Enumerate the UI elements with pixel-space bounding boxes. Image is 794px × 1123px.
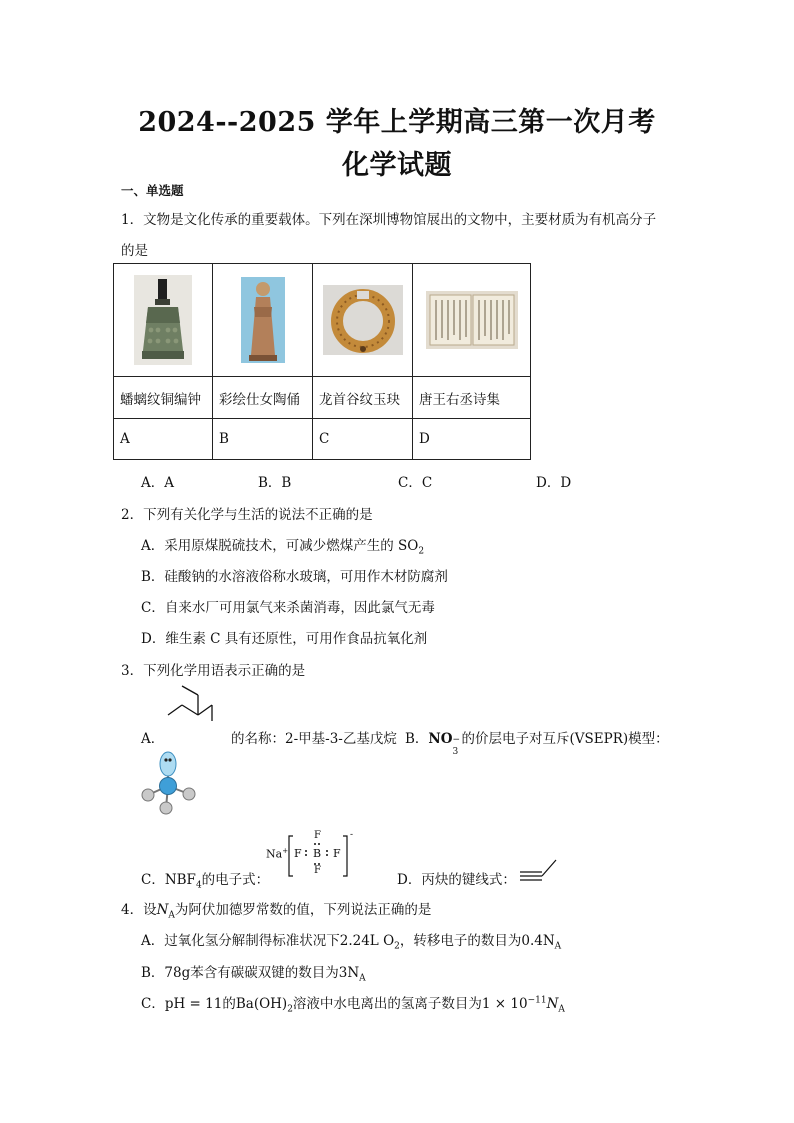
artifact-name-b: 彩绘仕女陶俑 (213, 377, 313, 419)
q1-option-a: A．A (141, 475, 174, 491)
q1-stem-line1: 1．文物是文化传承的重要载体。下列在深圳博物馆展出的文物中，主要材质为有机高分子 (121, 212, 657, 228)
poetry-book-image (426, 291, 518, 349)
artifact-label-b: B (213, 419, 313, 460)
q1-option-d: D．D (536, 475, 572, 491)
artifact-label-c: C (313, 419, 413, 460)
q3-option-b: B．NO − 3 的价层电子对互斥(VSEPR)模型： (405, 731, 669, 757)
q2-option-c: C．自来水厂可用氯气来杀菌消毒，因此氯气无毒 (141, 600, 435, 616)
page-title-line1: 2024--2025 学年上学期高三第一次月考 (138, 107, 656, 138)
page-title-line2: 化学试题 (342, 150, 452, 181)
q1-option-c: C．C (398, 475, 433, 491)
pottery-figurine-image (241, 277, 285, 363)
q2-option-a: A．采用原煤脱硫技术，可减少燃煤产生的 $SO_2$ (141, 538, 425, 557)
q2-stem: 2．下列有关化学与生活的说法不正确的是 (121, 507, 373, 523)
q3-option-d: D．丙炔的键线式： (397, 872, 516, 888)
vsepr-model-icon (136, 750, 200, 816)
artifact-name-a: 蟠螭纹铜编钟 (114, 377, 213, 419)
artifact-name-c: 龙首谷纹玉玦 (313, 377, 413, 419)
q4-option-a: A．过氧化氢分解制得标准状况下2.24L $O_2$，转移电子的数目为$0.4N_A$ (141, 933, 562, 952)
artifact-table (113, 263, 531, 460)
propyne-bond-line-icon (518, 857, 558, 881)
skeletal-formula-icon (162, 683, 224, 739)
q3-option-c: C．$NBF_4$的电子式： (141, 872, 270, 891)
q4-option-c: C．pH = 11的$Ba(OH)_2$溶液中水电离出的氢离子数目为$1 \times 10^{-11}N_A$ (141, 995, 565, 1015)
q4-option-b: B．78g苯含有碳碳双键的数目为$3N_A$ (141, 965, 366, 984)
bronze-bell-image (134, 275, 192, 365)
lewis-structure: Na+ F F B F F - (266, 830, 354, 876)
q3-option-a-text: 的名称：2-甲基-3-乙基戊烷 (231, 731, 397, 747)
q1-option-b: B．B (258, 475, 292, 491)
section-heading: 一、单选题 (121, 183, 184, 198)
q2-option-d: D．维生素 C 具有还原性，可用作食品抗氧化剂 (141, 631, 428, 647)
artifact-name-d: 唐王右丞诗集 (413, 377, 531, 419)
q3-option-a-label: A． (141, 731, 165, 747)
artifact-label-a: A (114, 419, 213, 460)
artifact-label-d: D (413, 419, 531, 460)
q4-stem: 4．设$N_A$为阿伏加德罗常数的值，下列说法正确的是 (121, 902, 432, 921)
q2-option-b: B．硅酸钠的水溶液俗称水玻璃，可用作木材防腐剂 (141, 569, 448, 585)
q1-stem-line2: 的是 (121, 243, 148, 259)
jade-ring-image (323, 285, 403, 355)
q3-stem: 3．下列化学用语表示正确的是 (121, 663, 306, 679)
